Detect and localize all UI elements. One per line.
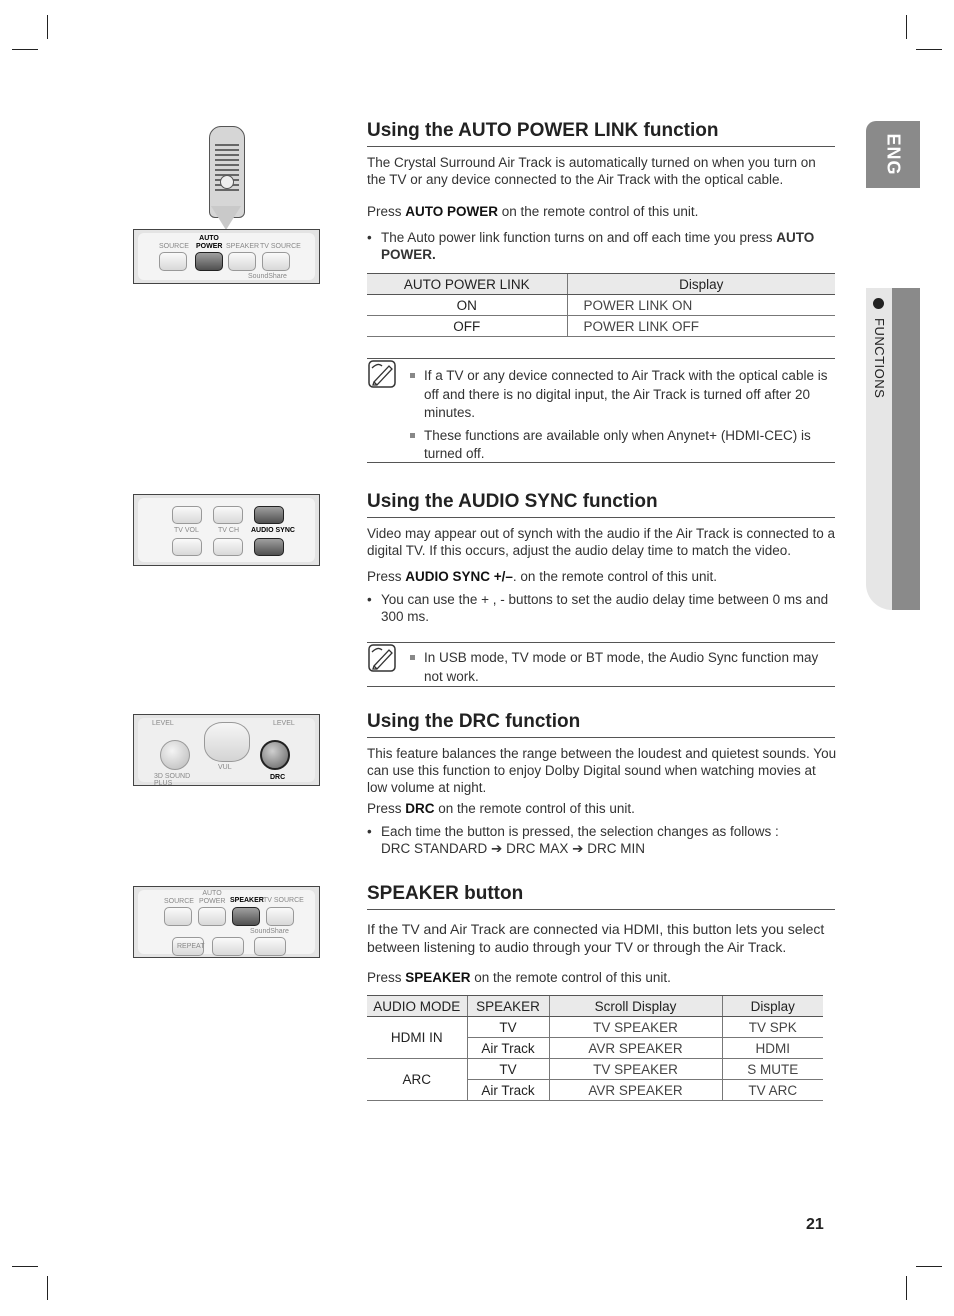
panel-label-3d-sound-plus: 3D SOUND PLUS: [154, 773, 191, 786]
drc-intro: This feature balances the range between the loudest and quietest sounds. You can use this function to enjoy Dolby Digital sound when watching movies at low volume at night.: [367, 746, 837, 795]
press-text: Press: [367, 801, 406, 816]
drc-bullet-line: • Each time the button is pressed, the selection changes as follows :: [381, 824, 779, 839]
tv-vol-minus-button[interactable]: [172, 538, 202, 556]
table-cell: TV ARC: [722, 1080, 823, 1101]
note-item: In USB mode, TV mode or BT mode, the Audio Sync function may not work.: [409, 649, 835, 686]
arrow-icon: ➔: [491, 841, 503, 856]
audio-sync-plus-button[interactable]: [254, 506, 284, 524]
table-header-cell: Display: [567, 274, 835, 295]
press-key: DRC: [405, 801, 435, 816]
page-number: 21: [806, 1216, 824, 1233]
crop-mark: [12, 49, 38, 50]
pointer-triangle: [211, 206, 241, 230]
tv-source-button[interactable]: [266, 907, 294, 926]
crop-mark: [916, 49, 942, 50]
press-text: Press: [367, 204, 406, 219]
table-row: [367, 316, 835, 337]
table-header-cell: Scroll Display: [549, 996, 722, 1017]
crop-mark: [12, 1266, 38, 1267]
speaker-intro: If the TV and Air Track are connected via HDMI, this button lets you select between listening to audio through your TV or through the Air Track.: [367, 921, 825, 955]
tv-vol-plus-button[interactable]: [172, 506, 202, 524]
table-cell: POWER LINK ON: [567, 295, 835, 316]
press-key: AUDIO SYNC +/–: [405, 569, 513, 584]
press-text: Press: [367, 970, 406, 985]
remote-control-illustration: [209, 126, 245, 218]
speaker-table: [367, 995, 823, 1101]
table-cell: S MUTE: [722, 1059, 823, 1080]
auto-power-intro: The Crystal Surround Air Track is automatically turned on when you turn on the TV or any device connected to the Air Track with the optical cable.: [367, 155, 816, 187]
auto-power-button[interactable]: [198, 907, 226, 926]
press-text: on the remote control of this unit.: [470, 970, 671, 985]
section-tab-bar: [892, 288, 920, 610]
panel-label-speaker: SPEAKER: [226, 243, 260, 250]
language-label: ENG: [883, 133, 904, 176]
drc-mode: DRC MAX: [506, 841, 569, 856]
panel-label-source: SOURCE: [159, 243, 189, 250]
panel-label-tv-vol: TV VOL: [174, 527, 199, 534]
table-cell: TV: [467, 1017, 549, 1038]
table-header-cell: AUTO POWER LINK: [367, 274, 567, 295]
press-text: on the remote control of this unit.: [434, 801, 635, 816]
anynet-button[interactable]: [212, 937, 244, 956]
audio-sync-minus-button[interactable]: [254, 538, 284, 556]
auto-power-press: [367, 203, 837, 220]
tv-source-button[interactable]: [262, 252, 290, 271]
drc-panel: [133, 714, 320, 786]
drc-mode: DRC STANDARD: [381, 841, 488, 856]
crop-mark: [906, 1276, 907, 1300]
table-cell: HDMI IN: [367, 1017, 467, 1059]
section-tab: [866, 296, 894, 416]
note-item: If a TV or any device connected to Air Track with the optical cable is off and there is no digital input, the Air Track is turned off after 20 minutes.: [409, 367, 835, 423]
bullet-text: The Auto power link function turns on and off each time you press: [381, 230, 777, 245]
volume-wheel[interactable]: [204, 722, 250, 762]
panel-label-tv-source: TV SOURCE: [260, 243, 301, 250]
table-header-cell: Display: [722, 996, 823, 1017]
table-header-cell: AUDIO MODE: [367, 996, 467, 1017]
blank-button[interactable]: [254, 937, 286, 956]
table-cell: AVR SPEAKER: [549, 1080, 722, 1101]
table-header-cell: SPEAKER: [467, 996, 549, 1017]
panel-label-source: SOURCE: [164, 898, 194, 905]
table-header: [367, 996, 823, 1017]
audio-sync-bullet: • You can use the + , - buttons to set the audio delay time between 0 ms and 300 ms.: [367, 591, 835, 625]
panel-label-tv-source: TV SOURCE: [263, 897, 304, 904]
drc-bullet: [367, 823, 835, 857]
press-text: on the remote control of this unit.: [498, 204, 699, 219]
note-item: These functions are available only when Anynet+ (HDMI-CEC) is turned off.: [409, 427, 835, 464]
speaker-button[interactable]: [228, 252, 256, 271]
table-cell: TV: [467, 1059, 549, 1080]
auto-power-bullet: [367, 229, 835, 263]
table-cell: TV SPK: [722, 1017, 823, 1038]
table-header: [367, 274, 835, 295]
note-pencil-icon: [368, 360, 396, 388]
panel-label-auto-power: AUTO POWER: [199, 890, 226, 905]
panel-label-drc: DRC: [270, 774, 286, 781]
audio-sync-panel: [133, 494, 320, 566]
bullet-dot-icon: [873, 298, 884, 309]
auto-power-title: Using the AUTO POWER LINK function: [367, 120, 835, 147]
speaker-press: [367, 969, 837, 986]
press-text: Press: [367, 569, 406, 584]
tv-ch-up-button[interactable]: [213, 506, 243, 524]
drc-title: Using the DRC function: [367, 711, 835, 738]
arrow-icon: ➔: [572, 841, 584, 856]
speaker-button[interactable]: [232, 907, 260, 926]
audio-sync-title: Using the AUDIO SYNC function: [367, 491, 835, 518]
press-key: AUTO POWER: [405, 204, 499, 219]
bullet-key: AUTO POWER.: [381, 230, 815, 262]
panel-label-repeat: REPEAT: [177, 943, 205, 950]
table-cell: HDMI: [722, 1038, 823, 1059]
press-key: SPEAKER: [405, 970, 471, 985]
panel-label-speaker: SPEAKER: [230, 897, 264, 904]
language-tab: [866, 121, 920, 188]
source-button[interactable]: [164, 907, 192, 926]
auto-power-button[interactable]: [195, 252, 223, 271]
audio-sync-note: [367, 642, 835, 687]
source-button[interactable]: [159, 252, 187, 271]
table-row: [367, 1059, 823, 1080]
table-cell: ON: [367, 295, 567, 316]
crop-mark: [47, 1276, 48, 1300]
auto-power-table: [367, 273, 835, 337]
panel-brand: SoundShare: [248, 273, 287, 280]
panel-label-auto-power: AUTO POWER: [196, 235, 223, 250]
audio-sync-intro: Video may appear out of synch with the audio if the Air Track is connected to a digital TV. If this occurs, adjust the audio delay time to match the video.: [367, 526, 836, 558]
table-row: [367, 1017, 823, 1038]
table-cell: Air Track: [467, 1080, 549, 1101]
note-pencil-icon: [368, 644, 396, 672]
table-cell: TV SPEAKER: [549, 1059, 722, 1080]
panel-label-level: LEVEL: [273, 720, 295, 727]
table-cell: AVR SPEAKER: [549, 1038, 722, 1059]
panel-label-vul: VUL: [218, 764, 232, 771]
panel-label-level: LEVEL: [152, 720, 174, 727]
table-cell: OFF: [367, 316, 567, 337]
panel-label-tv-ch: TV CH: [218, 527, 239, 534]
auto-power-panel: [133, 229, 320, 284]
press-text: . on the remote control of this unit.: [512, 569, 718, 584]
audio-sync-press: [367, 568, 837, 585]
table-cell: ARC: [367, 1059, 467, 1101]
tv-ch-down-button[interactable]: [213, 538, 243, 556]
drc-sequence: [381, 840, 835, 857]
section-label: FUNCTIONS: [872, 318, 887, 399]
panel-label-audio-sync: AUDIO SYNC: [251, 527, 295, 534]
drc-button[interactable]: [260, 740, 290, 770]
auto-power-note: [367, 358, 835, 463]
table-cell: TV SPEAKER: [549, 1017, 722, 1038]
table-row: [367, 295, 835, 316]
table-cell: POWER LINK OFF: [567, 316, 835, 337]
crop-mark: [906, 15, 907, 39]
drc-press: [367, 800, 837, 817]
speaker-title: SPEAKER button: [367, 883, 835, 910]
repeat-button[interactable]: [172, 937, 204, 956]
speaker-panel: [133, 886, 320, 958]
drc-mode: DRC MIN: [587, 841, 645, 856]
panel-brand: SoundShare: [250, 928, 289, 935]
table-cell: Air Track: [467, 1038, 549, 1059]
3d-sound-plus-button[interactable]: [160, 740, 190, 770]
crop-mark: [47, 15, 48, 39]
crop-mark: [916, 1266, 942, 1267]
